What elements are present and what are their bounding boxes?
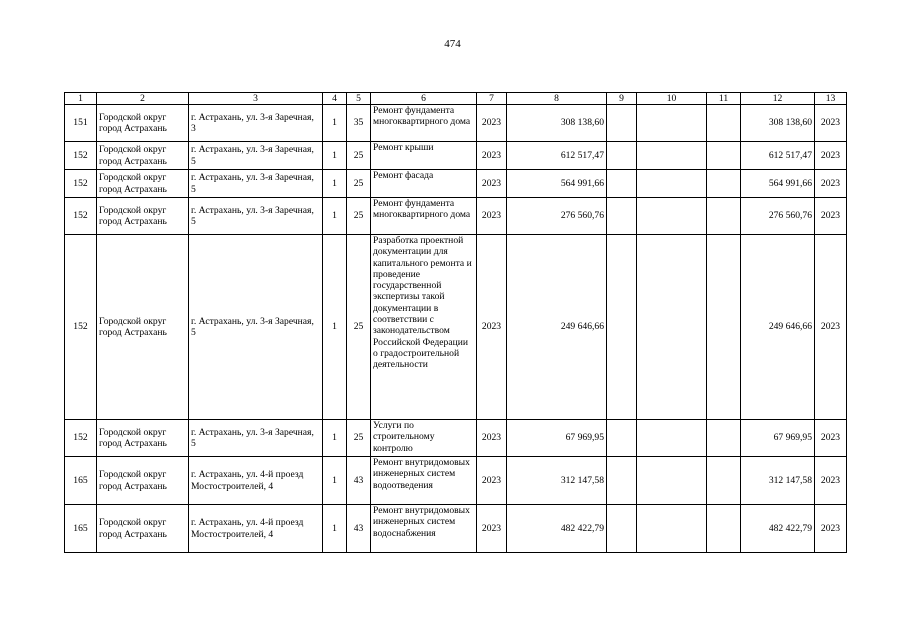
cell-work-type: Ремонт фундамента многоквартирного дома bbox=[371, 198, 477, 235]
cell-amount: 249 646,66 bbox=[741, 235, 815, 420]
column-header: 4 bbox=[323, 93, 347, 105]
cell-col9 bbox=[607, 142, 637, 170]
page-number: 474 bbox=[444, 38, 461, 50]
cell-col11 bbox=[707, 505, 741, 553]
cell-amount: 564 991,66 bbox=[741, 170, 815, 198]
cell-col10 bbox=[637, 420, 707, 457]
column-header: 13 bbox=[815, 93, 847, 105]
column-header: 8 bbox=[507, 93, 607, 105]
cell-municipality: Городской округ город Астрахань bbox=[97, 235, 189, 420]
cell-address: г. Астрахань, ул. 3-я Заречная, 3 bbox=[189, 105, 323, 142]
cell-col9 bbox=[607, 105, 637, 142]
cell-total-cost: 564 991,66 bbox=[507, 170, 607, 198]
cell-year: 2023 bbox=[477, 198, 507, 235]
cell-total-cost: 308 138,60 bbox=[507, 105, 607, 142]
cell-row-number: 152 bbox=[65, 198, 97, 235]
cell-total-cost: 612 517,47 bbox=[507, 142, 607, 170]
cell-row-number: 152 bbox=[65, 235, 97, 420]
table-row bbox=[65, 235, 847, 420]
cell-col11 bbox=[707, 142, 741, 170]
cell-col4: 1 bbox=[323, 170, 347, 198]
cell-municipality: Городской округ город Астрахань bbox=[97, 420, 189, 457]
cell-amount: 67 969,95 bbox=[741, 420, 815, 457]
cell-work-type: Ремонт внутридомовых инженерных систем водоснабжения bbox=[371, 505, 477, 553]
cell-col5: 43 bbox=[347, 457, 371, 505]
cell-municipality: Городской округ город Астрахань bbox=[97, 198, 189, 235]
cell-col5: 25 bbox=[347, 235, 371, 420]
cell-municipality: Городской округ город Астрахань bbox=[97, 142, 189, 170]
cell-municipality: Городской округ город Астрахань bbox=[97, 505, 189, 553]
cell-address: г. Астрахань, ул. 3-я Заречная, 5 bbox=[189, 198, 323, 235]
cell-col11 bbox=[707, 235, 741, 420]
cell-col4: 1 bbox=[323, 457, 347, 505]
cell-year: 2023 bbox=[477, 505, 507, 553]
cell-col11 bbox=[707, 170, 741, 198]
column-header: 7 bbox=[477, 93, 507, 105]
cell-year-end: 2023 bbox=[815, 457, 847, 505]
column-header: 2 bbox=[97, 93, 189, 105]
cell-col4: 1 bbox=[323, 420, 347, 457]
cell-year-end: 2023 bbox=[815, 235, 847, 420]
cell-amount: 612 517,47 bbox=[741, 142, 815, 170]
cell-work-type: Ремонт крыши bbox=[371, 142, 477, 170]
cell-row-number: 165 bbox=[65, 505, 97, 553]
column-header: 11 bbox=[707, 93, 741, 105]
cell-col5: 25 bbox=[347, 198, 371, 235]
table-row bbox=[65, 142, 847, 170]
cell-col10 bbox=[637, 170, 707, 198]
cell-col9 bbox=[607, 505, 637, 553]
cell-municipality: Городской округ город Астрахань bbox=[97, 457, 189, 505]
cell-col5: 35 bbox=[347, 105, 371, 142]
cell-total-cost: 276 560,76 bbox=[507, 198, 607, 235]
cell-amount: 276 560,76 bbox=[741, 198, 815, 235]
cell-col11 bbox=[707, 105, 741, 142]
cell-address: г. Астрахань, ул. 3-я Заречная, 5 bbox=[189, 170, 323, 198]
cell-col4: 1 bbox=[323, 198, 347, 235]
cell-row-number: 151 bbox=[65, 105, 97, 142]
cell-col4: 1 bbox=[323, 142, 347, 170]
cell-col9 bbox=[607, 235, 637, 420]
cell-col11 bbox=[707, 457, 741, 505]
cell-municipality: Городской округ город Астрахань bbox=[97, 105, 189, 142]
cell-col10 bbox=[637, 105, 707, 142]
cell-col9 bbox=[607, 198, 637, 235]
cell-col9 bbox=[607, 457, 637, 505]
cell-year-end: 2023 bbox=[815, 142, 847, 170]
cell-col10 bbox=[637, 142, 707, 170]
table-row bbox=[65, 170, 847, 198]
cell-col5: 25 bbox=[347, 420, 371, 457]
cell-col11 bbox=[707, 420, 741, 457]
column-header: 9 bbox=[607, 93, 637, 105]
table-row bbox=[65, 505, 847, 553]
cell-address: г. Астрахань, ул. 4-й проезд Мостостроителей, 4 bbox=[189, 457, 323, 505]
cell-amount: 308 138,60 bbox=[741, 105, 815, 142]
table-row bbox=[65, 105, 847, 142]
cell-col9 bbox=[607, 170, 637, 198]
cell-total-cost: 482 422,79 bbox=[507, 505, 607, 553]
column-header: 5 bbox=[347, 93, 371, 105]
cell-year-end: 2023 bbox=[815, 420, 847, 457]
column-header: 10 bbox=[637, 93, 707, 105]
cell-year: 2023 bbox=[477, 142, 507, 170]
cell-col4: 1 bbox=[323, 505, 347, 553]
cell-col10 bbox=[637, 505, 707, 553]
cell-col4: 1 bbox=[323, 235, 347, 420]
header-row bbox=[65, 93, 847, 105]
cell-year: 2023 bbox=[477, 235, 507, 420]
table-row bbox=[65, 457, 847, 505]
table-body bbox=[65, 93, 847, 553]
cell-row-number: 152 bbox=[65, 420, 97, 457]
cell-row-number: 165 bbox=[65, 457, 97, 505]
cell-year-end: 2023 bbox=[815, 198, 847, 235]
cell-year-end: 2023 bbox=[815, 170, 847, 198]
cell-col11 bbox=[707, 198, 741, 235]
cell-year: 2023 bbox=[477, 457, 507, 505]
cell-col5: 25 bbox=[347, 142, 371, 170]
cell-work-type: Ремонт внутридомовых инженерных систем водоотведения bbox=[371, 457, 477, 505]
cell-row-number: 152 bbox=[65, 142, 97, 170]
cell-year-end: 2023 bbox=[815, 505, 847, 553]
capital-repair-table bbox=[64, 92, 847, 553]
cell-work-type: Ремонт фундамента многоквартирного дома bbox=[371, 105, 477, 142]
cell-work-type: Разработка проектной документации для капитального ремонта и проведение государственной экспертизы такой документации в соответствии с законодательством Российской Федерации о градостроительной деятельности bbox=[371, 235, 477, 420]
table-row bbox=[65, 420, 847, 457]
cell-year: 2023 bbox=[477, 420, 507, 457]
column-header: 1 bbox=[65, 93, 97, 105]
cell-year-end: 2023 bbox=[815, 105, 847, 142]
cell-amount: 312 147,58 bbox=[741, 457, 815, 505]
cell-address: г. Астрахань, ул. 4-й проезд Мостостроителей, 4 bbox=[189, 505, 323, 553]
column-header: 3 bbox=[189, 93, 323, 105]
cell-year: 2023 bbox=[477, 105, 507, 142]
column-header: 12 bbox=[741, 93, 815, 105]
table-row bbox=[65, 198, 847, 235]
cell-col9 bbox=[607, 420, 637, 457]
cell-col10 bbox=[637, 457, 707, 505]
column-header: 6 bbox=[371, 93, 477, 105]
cell-col10 bbox=[637, 235, 707, 420]
cell-address: г. Астрахань, ул. 3-я Заречная, 5 bbox=[189, 420, 323, 457]
cell-work-type: Ремонт фасада bbox=[371, 170, 477, 198]
cell-total-cost: 67 969,95 bbox=[507, 420, 607, 457]
cell-total-cost: 249 646,66 bbox=[507, 235, 607, 420]
cell-col4: 1 bbox=[323, 105, 347, 142]
cell-address: г. Астрахань, ул. 3-я Заречная, 5 bbox=[189, 142, 323, 170]
cell-amount: 482 422,79 bbox=[741, 505, 815, 553]
cell-year: 2023 bbox=[477, 170, 507, 198]
cell-col5: 43 bbox=[347, 505, 371, 553]
cell-address: г. Астрахань, ул. 3-я Заречная, 5 bbox=[189, 235, 323, 420]
cell-col5: 25 bbox=[347, 170, 371, 198]
cell-row-number: 152 bbox=[65, 170, 97, 198]
cell-work-type: Услуги по строительному контролю bbox=[371, 420, 477, 457]
cell-total-cost: 312 147,58 bbox=[507, 457, 607, 505]
cell-col10 bbox=[637, 198, 707, 235]
cell-municipality: Городской округ город Астрахань bbox=[97, 170, 189, 198]
